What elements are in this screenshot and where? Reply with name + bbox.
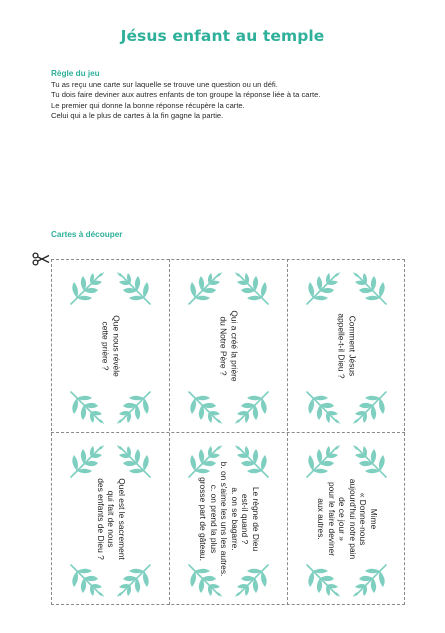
card: [170, 260, 288, 433]
card-line: Que nous révèle: [111, 315, 122, 377]
card-line: c. on prend la plus: [208, 484, 219, 554]
rule-line: Tu as reçu une carte sur laquelle se trouve une question ou un défi.: [51, 80, 278, 89]
card-question: [100, 271, 121, 421]
rule-line: Celui qui a le plus de cartes à la fin gagne la partie.: [51, 110, 224, 120]
card-question: [197, 444, 261, 594]
card-question: [336, 271, 357, 421]
card-line: a. on se bagarre.: [229, 487, 240, 551]
scissors-icon: [32, 252, 50, 266]
card-line: pour le faire deviner: [326, 481, 337, 557]
cards-heading: Cartes à découper: [51, 230, 123, 239]
leaf-branch-icon: [185, 388, 223, 426]
card-line: « Donne-nous: [358, 492, 369, 546]
leaf-branch-icon: [67, 388, 105, 426]
leaf-branch-icon: [352, 270, 390, 308]
page-title: Jésus enfant au temple: [120, 27, 325, 45]
card-line: qui fait de nous: [106, 490, 117, 548]
card-line: Le règne de Dieu: [250, 486, 261, 552]
leaf-branch-icon: [352, 388, 390, 426]
leaf-branch-icon: [116, 388, 154, 426]
card-line: des enfants de Dieu ?: [95, 478, 106, 560]
rule-line: Le premier qui donne la bonne réponse récupère la carte.: [51, 100, 245, 110]
leaf-branch-icon: [234, 388, 272, 426]
card-line: b. on s'aime les uns les autres.: [219, 461, 229, 577]
card-line: grosse part de gâteau.: [197, 477, 208, 561]
card-line: aux autres.: [315, 498, 326, 540]
card: [52, 433, 170, 606]
card-line: du Notre Père ?: [219, 316, 229, 376]
leaf-branch-icon: [185, 270, 223, 308]
card-line: Quel est le sacrement: [116, 478, 127, 560]
card-question: [315, 444, 379, 594]
card: [288, 260, 406, 433]
card-line: appelle-t-il Dieu ?: [337, 313, 347, 379]
card-line: Qui a créé la prière: [229, 310, 240, 382]
card-line: Mime: [368, 508, 379, 530]
leaf-branch-icon: [303, 388, 341, 426]
leaf-branch-icon: [116, 270, 154, 308]
card-line: Comment Jésus: [347, 315, 358, 377]
leaf-branch-icon: [234, 270, 272, 308]
card: [52, 260, 170, 433]
card-line: aujourd'hui notre pain: [347, 478, 358, 560]
rules-heading: Règle du jeu: [51, 69, 100, 78]
card: [288, 433, 406, 606]
card-line: de ce jour »: [337, 497, 347, 541]
card-question: [95, 444, 127, 594]
card-question: [218, 271, 239, 421]
card-line: est-il quand ?: [240, 493, 251, 545]
leaf-branch-icon: [303, 270, 341, 308]
rules-text: [51, 80, 411, 121]
card-line: cette prière ?: [101, 321, 111, 371]
leaf-branch-icon: [67, 270, 105, 308]
card: [170, 433, 288, 606]
rule-line: Tu dois faire deviner aux autres enfants de ton groupe la réponse liée à ta carte.: [51, 90, 321, 100]
